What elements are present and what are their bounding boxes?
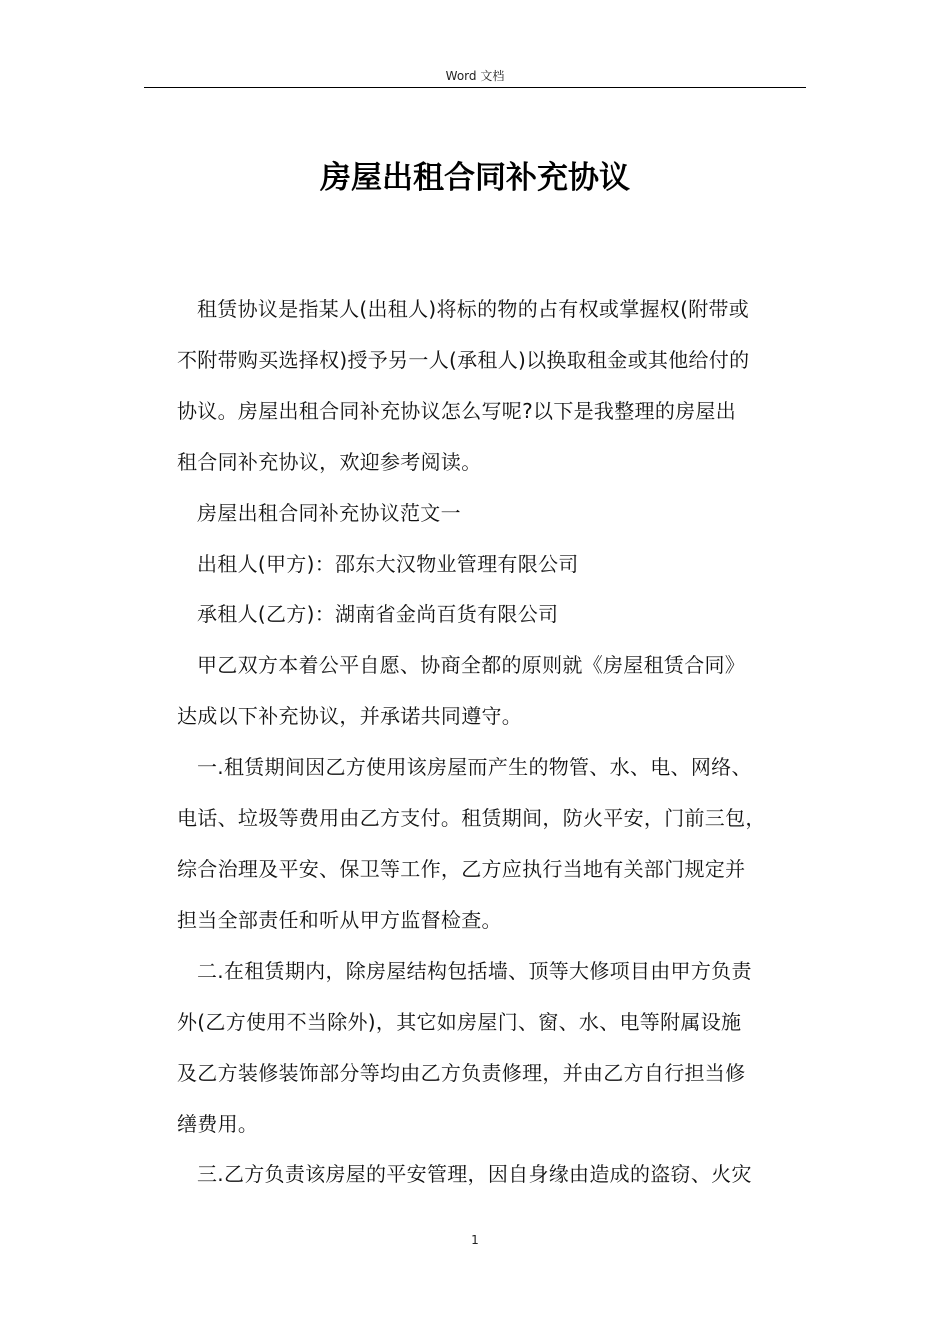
text-line: 担当全部责任和听从甲方监督检查。 (177, 907, 502, 932)
text-line: 甲乙双方本着公平自愿、协商全都的原则就《房屋租赁合同》 (197, 653, 746, 678)
text-line: 三.乙方负责该房屋的平安管理，因自身缘由造成的盗窃、火灾 (197, 1162, 752, 1187)
text-line: 协议。房屋出租合同补充协议怎么写呢?以下是我整理的房屋出 (177, 398, 737, 423)
text-line: 承租人(乙方)：湖南省金尚百货有限公司 (197, 602, 559, 627)
text-line: 不附带购买选择权)授予另一人(承租人)以换取租金或其他给付的 (177, 347, 750, 372)
body-paragraphs (177, 284, 797, 1200)
document-title: 房屋出租合同补充协议 (320, 160, 630, 196)
text-line: 综合治理及平安、保卫等工作，乙方应执行当地有关部门规定并 (177, 856, 746, 881)
text-line: 房屋出租合同补充协议范文一 (197, 500, 461, 525)
text-line: 一.租赁期间因乙方使用该房屋而产生的物管、水、电、网络、 (197, 755, 752, 780)
document-body (177, 284, 797, 1200)
page-number: 1 (471, 1233, 479, 1247)
header-label: Word 文档 (445, 69, 505, 83)
text-line: 及乙方装修装饰部分等均由乙方负责修理，并由乙方自行担当修 (177, 1060, 746, 1085)
text-line: 缮费用。 (177, 1111, 259, 1136)
text-line: 达成以下补充协议，并承诺共同遵守。 (177, 704, 523, 729)
text-line: 租合同补充协议，欢迎参考阅读。 (177, 449, 482, 474)
header-divider (144, 87, 806, 88)
text-line: 电话、垃圾等费用由乙方支付。租赁期间，防火平安，门前三包， (177, 806, 766, 831)
text-line: 外(乙方使用不当除外)，其它如房屋门、窗、水、电等附属设施 (177, 1009, 742, 1034)
text-line: 二.在租赁期内，除房屋结构包括墙、顶等大修项目由甲方负责 (197, 958, 752, 983)
text-line: 出租人(甲方)：邵东大汉物业管理有限公司 (197, 551, 579, 576)
text-line: 租赁协议是指某人(出租人)将标的物的占有权或掌握权(附带或 (197, 297, 750, 321)
